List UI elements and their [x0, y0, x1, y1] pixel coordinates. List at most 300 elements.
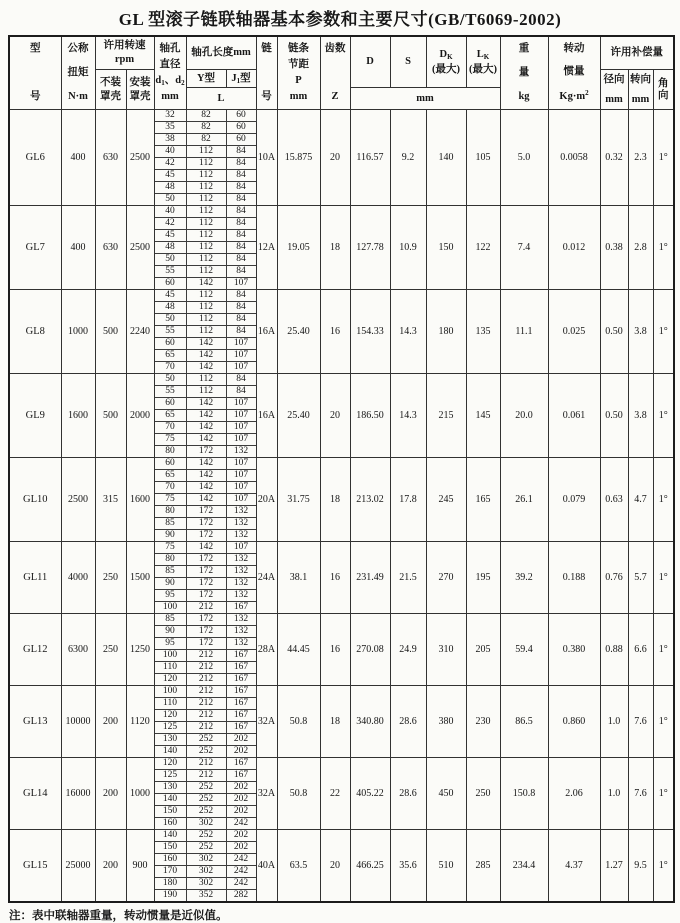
length-j-cell: 84: [226, 242, 256, 254]
length-j-cell: 242: [226, 818, 256, 830]
weight-cell: 86.5: [500, 686, 548, 758]
torque-cell: 400: [61, 206, 95, 290]
weight-cell: 234.4: [500, 830, 548, 903]
length-j-cell: 84: [226, 302, 256, 314]
inertia-cell: 0.860: [548, 686, 600, 758]
length-y-cell: 112: [186, 266, 226, 278]
bore-diameter-cell: 65: [154, 350, 186, 362]
bore-diameter-cell: 50: [154, 314, 186, 326]
length-j-cell: 167: [226, 698, 256, 710]
col-header-radial: 径向 mm: [600, 70, 628, 110]
turn-cell: 2.3: [628, 110, 653, 206]
table-row: [9, 374, 674, 386]
turn-cell: 4.7: [628, 458, 653, 542]
bore-diameter-cell: 140: [154, 794, 186, 806]
rpm-with-cover-cell: 1500: [126, 542, 154, 614]
length-y-cell: 212: [186, 770, 226, 782]
length-y-cell: 212: [186, 650, 226, 662]
length-j-cell: 202: [226, 830, 256, 842]
bore-diameter-cell: 180: [154, 878, 186, 890]
rpm-no-cover-cell: 315: [95, 458, 126, 542]
bore-diameter-cell: 70: [154, 362, 186, 374]
length-j-cell: 107: [226, 410, 256, 422]
length-y-cell: 302: [186, 878, 226, 890]
length-y-cell: 172: [186, 614, 226, 626]
length-y-cell: 172: [186, 626, 226, 638]
length-j-cell: 167: [226, 674, 256, 686]
length-y-cell: 82: [186, 122, 226, 134]
chain-no-cell: 40A: [256, 830, 277, 903]
lk-cell: 195: [466, 542, 500, 614]
length-y-cell: 112: [186, 194, 226, 206]
length-y-cell: 82: [186, 134, 226, 146]
length-y-cell: 172: [186, 638, 226, 650]
chain-no-cell: 12A: [256, 206, 277, 290]
length-j-cell: 84: [226, 182, 256, 194]
torque-cell: 2500: [61, 458, 95, 542]
bore-diameter-cell: 100: [154, 686, 186, 698]
length-j-cell: 202: [226, 842, 256, 854]
bore-diameter-cell: 130: [154, 782, 186, 794]
dk-cell: 150: [426, 206, 466, 290]
length-j-cell: 167: [226, 602, 256, 614]
length-y-cell: 142: [186, 362, 226, 374]
length-y-cell: 142: [186, 542, 226, 554]
col-header-torque: 公称 扭矩 N·m: [61, 36, 95, 110]
teeth-cell: 18: [320, 458, 350, 542]
pitch-cell: 15.875: [277, 110, 320, 206]
bore-diameter-cell: 55: [154, 326, 186, 338]
table-row: [9, 458, 674, 470]
length-j-cell: 107: [226, 362, 256, 374]
bore-diameter-symbol: $d_1$、$d_2$: [155, 75, 185, 87]
length-y-cell: 252: [186, 842, 226, 854]
dk-cell: 245: [426, 458, 466, 542]
rpm-no-cover-cell: 630: [95, 110, 126, 206]
torque-cell: 400: [61, 110, 95, 206]
length-y-cell: 212: [186, 698, 226, 710]
length-j-cell: 167: [226, 686, 256, 698]
teeth-cell: 16: [320, 290, 350, 374]
radial-cell: 0.32: [600, 110, 628, 206]
s-cell: 35.6: [390, 830, 426, 903]
rpm-with-cover-cell: 2500: [126, 110, 154, 206]
inertia-cell: 0.0058: [548, 110, 600, 206]
length-y-cell: 112: [186, 314, 226, 326]
model-cell: GL7: [9, 206, 61, 290]
table-body: [9, 110, 674, 903]
bore-diameter-cell: 42: [154, 158, 186, 170]
rpm-with-cover-cell: 1250: [126, 614, 154, 686]
teeth-cell: 16: [320, 614, 350, 686]
lk-cell: 105: [466, 110, 500, 206]
rpm-with-cover-cell: 900: [126, 830, 154, 903]
length-j-cell: 132: [226, 566, 256, 578]
lk-cell: 285: [466, 830, 500, 903]
length-j-cell: 132: [226, 506, 256, 518]
turn-cell: 7.6: [628, 686, 653, 758]
bore-diameter-cell: 55: [154, 266, 186, 278]
dk-cell: 510: [426, 830, 466, 903]
radial-cell: 0.38: [600, 206, 628, 290]
pitch-cell: 50.8: [277, 758, 320, 830]
rpm-with-cover-cell: 1000: [126, 758, 154, 830]
bore-diameter-cell: 190: [154, 890, 186, 903]
length-y-cell: 112: [186, 386, 226, 398]
d-cell: 270.08: [350, 614, 390, 686]
length-j-cell: 107: [226, 350, 256, 362]
torque-cell: 1000: [61, 290, 95, 374]
d-cell: 231.49: [350, 542, 390, 614]
table-row: [9, 686, 674, 698]
bore-diameter-cell: 150: [154, 806, 186, 818]
length-j-cell: 84: [226, 386, 256, 398]
length-y-cell: 172: [186, 518, 226, 530]
dk-cell: 140: [426, 110, 466, 206]
d-cell: 405.22: [350, 758, 390, 830]
pitch-cell: 25.40: [277, 374, 320, 458]
length-y-cell: 252: [186, 806, 226, 818]
length-j-cell: 132: [226, 578, 256, 590]
length-y-cell: 142: [186, 422, 226, 434]
length-j-cell: 282: [226, 890, 256, 903]
length-y-cell: 212: [186, 602, 226, 614]
col-header-L: L: [186, 88, 256, 110]
table-row: [9, 614, 674, 626]
col-header-speed-no-cover: 不装 罩壳: [95, 70, 126, 110]
length-y-cell: 112: [186, 290, 226, 302]
rpm-no-cover-cell: 200: [95, 830, 126, 903]
length-j-cell: 242: [226, 854, 256, 866]
dk-cell: 215: [426, 374, 466, 458]
bore-diameter-cell: 70: [154, 422, 186, 434]
model-cell: GL12: [9, 614, 61, 686]
length-j-cell: 167: [226, 758, 256, 770]
pitch-cell: 50.8: [277, 686, 320, 758]
pitch-cell: 38.1: [277, 542, 320, 614]
bore-diameter-cell: 95: [154, 590, 186, 602]
bore-diameter-cell: 120: [154, 758, 186, 770]
rpm-no-cover-cell: 630: [95, 206, 126, 290]
length-j-cell: 107: [226, 482, 256, 494]
length-y-cell: 212: [186, 758, 226, 770]
length-j-cell: 84: [226, 230, 256, 242]
torque-cell: 10000: [61, 686, 95, 758]
bore-diameter-cell: 60: [154, 458, 186, 470]
length-j-cell: 132: [226, 518, 256, 530]
length-j-cell: 202: [226, 782, 256, 794]
length-j-cell: 107: [226, 434, 256, 446]
weight-cell: 20.0: [500, 374, 548, 458]
col-header-pitch: 链条 节距 P mm: [277, 36, 320, 110]
angular-cell: 1°: [653, 110, 674, 206]
length-y-cell: 82: [186, 110, 226, 122]
bore-diameter-cell: 42: [154, 218, 186, 230]
length-y-cell: 142: [186, 278, 226, 290]
table-row: [9, 110, 674, 122]
col-header-model: 型 号: [9, 36, 61, 110]
bore-diameter-cell: 32: [154, 110, 186, 122]
pitch-cell: 31.75: [277, 458, 320, 542]
d-cell: 213.02: [350, 458, 390, 542]
col-header-S: S: [390, 36, 426, 88]
lk-cell: 205: [466, 614, 500, 686]
radial-cell: 0.88: [600, 614, 628, 686]
chain-no-cell: 32A: [256, 758, 277, 830]
bore-diameter-cell: 90: [154, 578, 186, 590]
table-row: [9, 830, 674, 842]
bore-diameter-cell: 150: [154, 842, 186, 854]
rpm-with-cover-cell: 1120: [126, 686, 154, 758]
length-y-cell: 172: [186, 506, 226, 518]
torque-cell: 1600: [61, 374, 95, 458]
table-row: [9, 758, 674, 770]
page-title: GL 型滚子链联轴器基本参数和主要尺寸(GB/T6069-2002): [118, 10, 562, 29]
length-j-cell: 132: [226, 590, 256, 602]
chain-no-cell: 16A: [256, 374, 277, 458]
col-header-D: D: [350, 36, 390, 88]
length-j-cell: 202: [226, 794, 256, 806]
model-cell: GL9: [9, 374, 61, 458]
angular-cell: 1°: [653, 206, 674, 290]
length-j-cell: 132: [226, 530, 256, 542]
table-row: [9, 542, 674, 554]
length-y-cell: 212: [186, 674, 226, 686]
length-y-cell: 112: [186, 302, 226, 314]
bore-diameter-cell: 120: [154, 710, 186, 722]
teeth-cell: 20: [320, 374, 350, 458]
bore-diameter-cell: 65: [154, 470, 186, 482]
length-y-cell: 212: [186, 686, 226, 698]
table-row: [9, 206, 674, 218]
bore-diameter-cell: 140: [154, 746, 186, 758]
rpm-with-cover-cell: 2000: [126, 374, 154, 458]
s-cell: 10.9: [390, 206, 426, 290]
s-cell: 28.6: [390, 758, 426, 830]
s-cell: 14.3: [390, 374, 426, 458]
length-y-cell: 112: [186, 326, 226, 338]
length-y-cell: 212: [186, 710, 226, 722]
bore-diameter-cell: 160: [154, 854, 186, 866]
inertia-cell: 0.061: [548, 374, 600, 458]
rpm-no-cover-cell: 200: [95, 758, 126, 830]
length-j-cell: 132: [226, 554, 256, 566]
bore-diameter-cell: 55: [154, 386, 186, 398]
header-row-1: [9, 36, 674, 70]
inertia-cell: 2.06: [548, 758, 600, 830]
length-j-cell: 167: [226, 770, 256, 782]
length-j-cell: 107: [226, 338, 256, 350]
rpm-no-cover-cell: 250: [95, 542, 126, 614]
length-j-cell: 60: [226, 110, 256, 122]
chain-no-cell: 20A: [256, 458, 277, 542]
d-cell: 466.25: [350, 830, 390, 903]
length-y-cell: 212: [186, 722, 226, 734]
col-header-weight: 重 量 kg: [500, 36, 548, 110]
length-y-cell: 112: [186, 374, 226, 386]
length-j-cell: 84: [226, 266, 256, 278]
table-header: [9, 36, 674, 110]
bore-diameter-cell: 60: [154, 398, 186, 410]
bore-diameter-cell: 60: [154, 278, 186, 290]
weight-cell: 11.1: [500, 290, 548, 374]
torque-cell: 6300: [61, 614, 95, 686]
rpm-with-cover-cell: 1600: [126, 458, 154, 542]
length-j-cell: 84: [226, 158, 256, 170]
length-j-cell: 167: [226, 650, 256, 662]
lk-cell: 122: [466, 206, 500, 290]
weight-cell: 150.8: [500, 758, 548, 830]
length-y-cell: 172: [186, 566, 226, 578]
weight-cell: 59.4: [500, 614, 548, 686]
chain-no-cell: 32A: [256, 686, 277, 758]
col-header-teeth: 齿数 Z: [320, 36, 350, 110]
bore-diameter-cell: 170: [154, 866, 186, 878]
length-y-cell: 142: [186, 494, 226, 506]
length-y-cell: 112: [186, 182, 226, 194]
weight-cell: 39.2: [500, 542, 548, 614]
length-y-cell: 172: [186, 446, 226, 458]
bore-diameter-cell: 80: [154, 554, 186, 566]
lk-cell: 165: [466, 458, 500, 542]
torque-cell: 25000: [61, 830, 95, 903]
bore-diameter-cell: 85: [154, 566, 186, 578]
length-j-cell: 242: [226, 866, 256, 878]
length-y-cell: 142: [186, 350, 226, 362]
bore-diameter-cell: 38: [154, 134, 186, 146]
length-y-cell: 172: [186, 554, 226, 566]
length-j-cell: 132: [226, 446, 256, 458]
col-header-compensation: 许用补偿量: [600, 36, 674, 70]
radial-cell: 1.0: [600, 758, 628, 830]
lk-cell: 135: [466, 290, 500, 374]
table-row: [9, 290, 674, 302]
length-y-cell: 302: [186, 866, 226, 878]
s-cell: 28.6: [390, 686, 426, 758]
length-y-cell: 112: [186, 230, 226, 242]
length-y-cell: 142: [186, 338, 226, 350]
length-y-cell: 142: [186, 398, 226, 410]
length-j-cell: 60: [226, 134, 256, 146]
length-j-cell: 84: [226, 314, 256, 326]
bore-diameter-cell: 110: [154, 662, 186, 674]
bore-diameter-cell: 48: [154, 242, 186, 254]
pitch-cell: 44.45: [277, 614, 320, 686]
weight-cell: 7.4: [500, 206, 548, 290]
col-header-chain-no: 链 号: [256, 36, 277, 110]
col-header-Lk-max: $L_K$ (最大): [466, 36, 500, 88]
d-cell: 116.57: [350, 110, 390, 206]
model-cell: GL8: [9, 290, 61, 374]
length-y-cell: 112: [186, 158, 226, 170]
model-cell: GL13: [9, 686, 61, 758]
length-j-cell: 107: [226, 494, 256, 506]
pitch-cell: 63.5: [277, 830, 320, 903]
col-header-bore-diameter: 轴孔 直径 $d_1$、$d_2$ mm: [154, 36, 186, 110]
length-j-cell: 84: [226, 290, 256, 302]
length-j-cell: 202: [226, 734, 256, 746]
col-header-mm-shared: mm: [350, 88, 500, 110]
col-header-bore-length: 轴孔长度mm: [186, 36, 256, 70]
angular-cell: 1°: [653, 614, 674, 686]
angular-cell: 1°: [653, 374, 674, 458]
radial-cell: 0.50: [600, 290, 628, 374]
inertia-cell: 0.188: [548, 542, 600, 614]
bore-diameter-cell: 85: [154, 518, 186, 530]
length-y-cell: 352: [186, 890, 226, 903]
d-cell: 340.80: [350, 686, 390, 758]
length-y-cell: 212: [186, 662, 226, 674]
dk-cell: 380: [426, 686, 466, 758]
bore-diameter-cell: 40: [154, 146, 186, 158]
col-header-speed-with-cover: 安装 罩壳: [126, 70, 154, 110]
bore-diameter-cell: 125: [154, 722, 186, 734]
d-cell: 127.78: [350, 206, 390, 290]
length-y-cell: 112: [186, 254, 226, 266]
parameters-table: [8, 35, 675, 903]
angular-cell: 1°: [653, 458, 674, 542]
model-cell: GL11: [9, 542, 61, 614]
bore-diameter-cell: 125: [154, 770, 186, 782]
rpm-no-cover-cell: 200: [95, 686, 126, 758]
bore-diameter-cell: 70: [154, 482, 186, 494]
length-y-cell: 112: [186, 218, 226, 230]
length-j-cell: 202: [226, 806, 256, 818]
length-j-cell: 167: [226, 710, 256, 722]
bore-diameter-cell: 50: [154, 194, 186, 206]
angular-cell: 1°: [653, 290, 674, 374]
bore-diameter-cell: 50: [154, 254, 186, 266]
bore-diameter-cell: 75: [154, 542, 186, 554]
dk-cell: 270: [426, 542, 466, 614]
bore-diameter-cell: 140: [154, 830, 186, 842]
model-cell: GL6: [9, 110, 61, 206]
length-y-cell: 252: [186, 794, 226, 806]
footnote: 注：表中联轴器重量，转动惯量是近似值。: [9, 910, 228, 923]
length-j-cell: 84: [226, 194, 256, 206]
length-y-cell: 252: [186, 830, 226, 842]
dk-cell: 450: [426, 758, 466, 830]
teeth-cell: 18: [320, 686, 350, 758]
teeth-cell: 22: [320, 758, 350, 830]
length-y-cell: 252: [186, 734, 226, 746]
chain-no-cell: 28A: [256, 614, 277, 686]
length-j-cell: 84: [226, 218, 256, 230]
rpm-with-cover-cell: 2500: [126, 206, 154, 290]
length-y-cell: 172: [186, 530, 226, 542]
col-header-Dk-max: $D_K$ (最大): [426, 36, 466, 88]
col-header-inertia: 转动 惯量 $Kg\cdot m^2$: [548, 36, 600, 110]
length-j-cell: 167: [226, 662, 256, 674]
d-cell: 186.50: [350, 374, 390, 458]
bore-diameter-cell: 45: [154, 290, 186, 302]
d-cell: 154.33: [350, 290, 390, 374]
s-cell: 9.2: [390, 110, 426, 206]
length-j-cell: 107: [226, 398, 256, 410]
turn-cell: 2.8: [628, 206, 653, 290]
length-j-cell: 84: [226, 326, 256, 338]
bore-diameter-cell: 80: [154, 506, 186, 518]
radial-cell: 1.27: [600, 830, 628, 903]
length-j-cell: 132: [226, 614, 256, 626]
bore-diameter-cell: 65: [154, 410, 186, 422]
teeth-cell: 16: [320, 542, 350, 614]
length-y-cell: 142: [186, 482, 226, 494]
rpm-no-cover-cell: 250: [95, 614, 126, 686]
inertia-cell: 0.012: [548, 206, 600, 290]
length-j-cell: 107: [226, 470, 256, 482]
length-y-cell: 302: [186, 818, 226, 830]
